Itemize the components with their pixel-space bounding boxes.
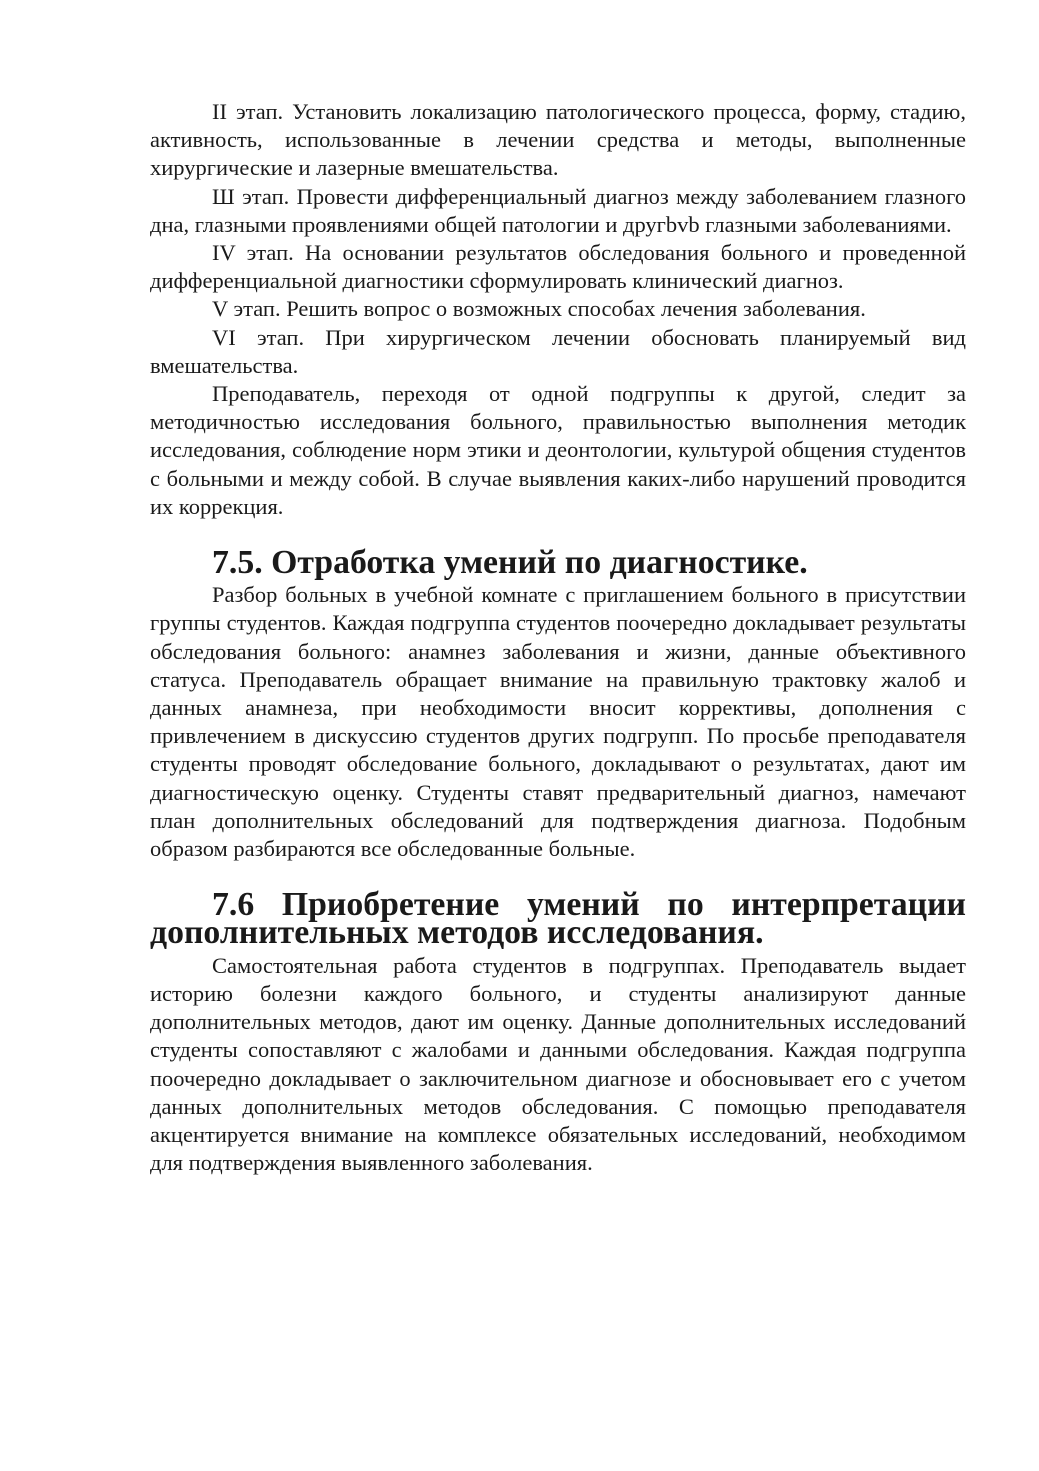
section-7-6-body: Самостоятельная работа студентов в подгруппах. Преподаватель выдает историю болезни каждого больного, и студенты анализируют данные дополнительных методов, дают им оценку. Данные дополнительных исследований студенты сопоставляют с жалобами и данными обследования. Каждая подгруппа поочередно докладывает о заключительном диагнозе и обосновывает его с учетом данных дополнительных методов обследования. С помощью преподавателя акцентируется внимание на комплексе обязательных исследований, необходимом для подтверждения выявленного заболевания. bbox=[150, 952, 966, 1176]
teacher-note-paragraph: Преподаватель, переходя от одной подгруппы к другой, следит за методичностью исследования больного, правильностью выполнения методик исследования, соблюдение норм этики и деонтологии, культурой общения студентов с больными и между собой. В случае выявления каких-либо нарушений проводится их коррекция. bbox=[150, 381, 966, 519]
stage-2-paragraph: II этап. Установить локализацию патологического процесса, форму, стадию, активность, использованные в лечении средства и методы, выполненные хирургические и лазерные вмешательства. bbox=[150, 99, 966, 181]
section-7-6-heading: 7.6 Приобретение умений по интерпретации дополнительных методов исследования. bbox=[150, 886, 966, 952]
stage-3-paragraph: Ш этап. Провести дифференциальный диагноз между заболеванием глазного дна, глазными проявлениями общей патологии и другbvb глазными заболеваниями. bbox=[150, 183, 966, 237]
stage-5-paragraph: V этап. Решить вопрос о возможных способах лечения заболевания. bbox=[212, 296, 866, 322]
stage-6-paragraph: VI этап. При хирургическом лечении обосновать планируемый вид вмешательства. bbox=[150, 324, 966, 378]
stage-4-paragraph: IV этап. На основании результатов обследования больного и проведенной дифференциальной диагностики сформулировать клинический диагноз. bbox=[150, 240, 966, 294]
section-7-5-body: Разбор больных в учебной комнате с приглашением больного в присутствии группы студентов. Каждая подгруппа студентов поочередно докладывает результаты обследования больного: анамнез заболевания и жизни, данные объективного статуса. Преподаватель обращает внимание на правильную трактовку жалоб и данных анамнеза, при необходимости вносит коррективы, дополнения с привлечением в дискуссию студентов других подгрупп. По просьбе преподавателя студенты проводят обследование больного, докладывают о результатах, дают им диагностическую оценку. Студенты ставят предварительный диагноз, намечают план дополнительных обследований для подтверждения диагноза. Подобным образом разбираются все обследованные больные. bbox=[150, 582, 966, 862]
document-page bbox=[150, 98, 966, 1177]
section-7-5-heading: 7.5. Отработка умений по диагностике. bbox=[212, 544, 808, 582]
